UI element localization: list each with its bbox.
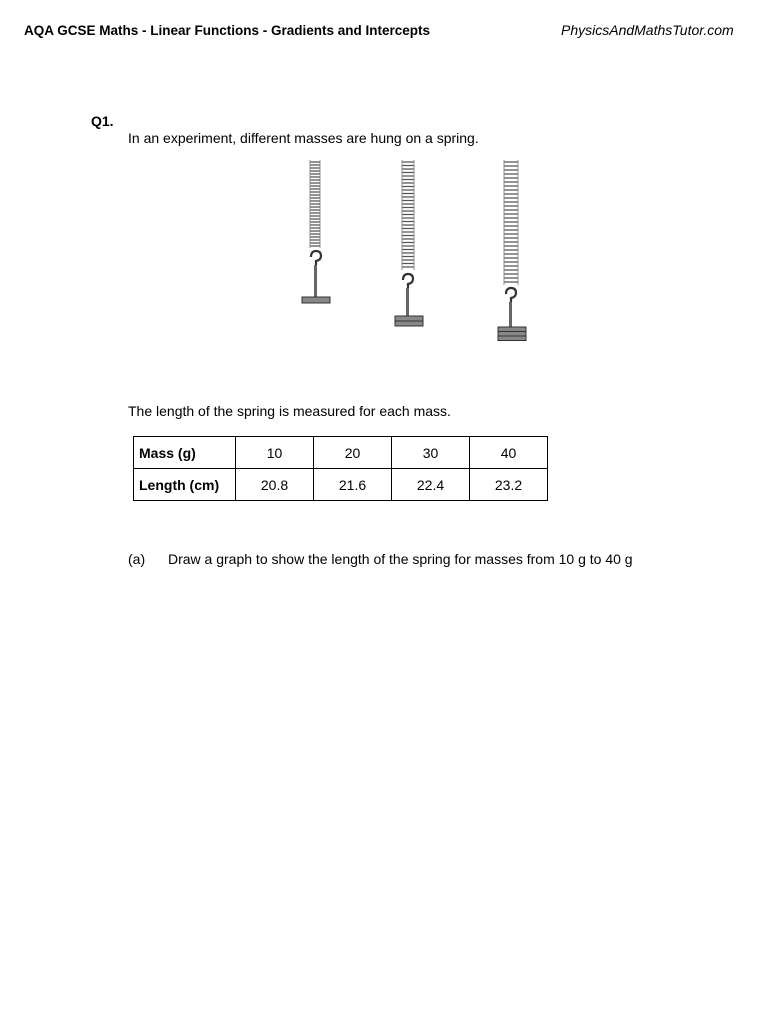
mass-cell: 40 <box>470 437 548 469</box>
spring-1-illustration <box>302 160 330 303</box>
spring-2-illustration <box>395 160 423 326</box>
length-cell: 23.2 <box>470 469 548 501</box>
length-cell: 21.6 <box>314 469 392 501</box>
mass-cell: 10 <box>236 437 314 469</box>
length-cell: 20.8 <box>236 469 314 501</box>
part-a-label: (a) <box>128 551 146 567</box>
row-label-length: Length (cm) <box>134 469 236 501</box>
mass-cell: 20 <box>314 437 392 469</box>
table-row-mass <box>134 437 548 469</box>
page-header-title: AQA GCSE Maths - Linear Functions - Gradients and Intercepts <box>24 23 431 38</box>
question-number: Q1. <box>91 113 114 129</box>
spring-3-illustration <box>498 160 526 341</box>
table-row-length <box>134 469 548 501</box>
spring-masses-figure <box>290 150 540 350</box>
length-cell: 22.4 <box>392 469 470 501</box>
mass-length-table <box>133 436 548 501</box>
page-header-source: PhysicsAndMathsTutor.com <box>561 22 734 38</box>
mass-cell: 30 <box>392 437 470 469</box>
part-a-text: Draw a graph to show the length of the spring for masses from 10 g to 40 g <box>168 551 633 567</box>
row-label-mass: Mass (g) <box>134 437 236 469</box>
question-intro: In an experiment, different masses are hung on a spring. <box>128 130 479 146</box>
measurement-text: The length of the spring is measured for each mass. <box>128 403 451 419</box>
